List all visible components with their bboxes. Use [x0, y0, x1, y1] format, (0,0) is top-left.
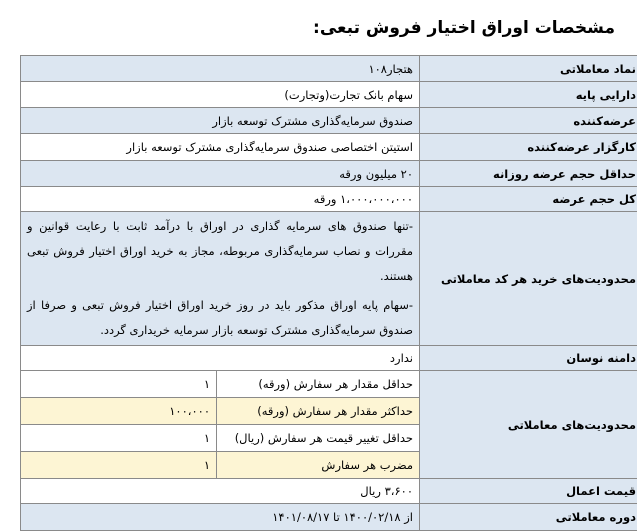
table-row [21, 425, 419, 452]
row-value-fluctuation: ندارد [21, 346, 420, 371]
table-row [21, 346, 637, 371]
limit-value-max-qty: ۱۰۰،۰۰۰ [21, 398, 217, 425]
limit-value-multiple: ۱ [21, 452, 217, 479]
limit-label-max-qty: حداکثر مقدار هر سفارش (ورقه) [217, 398, 420, 425]
restriction-line-1: -تنها صندوق های سرمایه گذاری در اوراق با درآمد ثابت با رعایت قوانین و مقررات و نصاب سرمایه‌گذاری مربوطه، مجاز به خرید اوراق اختیار فروش تبعی هستند. [27, 212, 413, 291]
row-value-broker: استیتن اختصاصی صندوق سرمایه‌گذاری مشترک توسعه بازار [21, 134, 420, 161]
row-label-underlying: دارایی پایه [420, 82, 637, 108]
limit-label-min-qty: حداقل مقدار هر سفارش (ورقه) [217, 371, 420, 398]
table-row [21, 371, 419, 398]
row-value-symbol: هتجار۱۰۸ [21, 56, 420, 82]
row-label-broker: کارگزار عرضه‌کننده [420, 134, 637, 161]
row-label-min-daily: حداقل حجم عرضه روزانه [420, 161, 637, 187]
table-row [21, 371, 637, 479]
row-value-trading-limits [21, 371, 420, 479]
table-row [21, 187, 637, 212]
limit-label-multiple: مضرب هر سفارش [217, 452, 420, 479]
row-value-issuer: صندوق سرمایه‌گذاری مشترک توسعه بازار [21, 108, 420, 134]
table-row [21, 56, 637, 82]
row-value-underlying: سهام بانک تجارت(وتجارت) [21, 82, 420, 108]
table-row [21, 452, 419, 479]
row-value-strike-price: ۳،۶۰۰ ریال [21, 479, 420, 504]
table-row [21, 212, 637, 346]
row-label-trading-period: دوره معاملاتی [420, 504, 637, 531]
row-label-fluctuation: دامنه نوسان [420, 346, 637, 371]
table-row [21, 479, 637, 504]
table-row [21, 161, 637, 187]
limit-value-tick: ۱ [21, 425, 217, 452]
table-row [21, 504, 637, 531]
page-title: مشخصات اوراق اختیار فروش تبعی: [313, 18, 615, 38]
table-row [21, 398, 419, 425]
row-label-symbol: نماد معاملاتی [420, 56, 637, 82]
row-value-trading-period: از ۱۴۰۰/۰۲/۱۸ تا ۱۴۰۱/۰۸/۱۷ [21, 504, 420, 531]
row-label-strike-price: قیمت اعمال [420, 479, 637, 504]
limit-value-min-qty: ۱ [21, 371, 217, 398]
row-label-total-volume: کل حجم عرضه [420, 187, 637, 212]
row-label-trading-limits: محدودیت‌های معاملاتی [420, 371, 637, 479]
row-label-buy-restrictions: محدودیت‌های خرید هر کد معاملاتی [420, 212, 637, 346]
row-value-min-daily: ۲۰ میلیون ورقه [21, 161, 420, 187]
restriction-line-2: -سهام پایه اوراق مذکور باید در روز خرید اوراق اختیار فروش تبعی و صرفا از صندوق سرمایه‌گذاری مشترک توسعه بازار سرمایه خریداری گردد. [27, 291, 413, 345]
trading-limits-table [21, 371, 419, 478]
table-row [21, 134, 637, 161]
row-label-issuer: عرضه‌کننده [420, 108, 637, 134]
row-value-buy-restrictions [21, 212, 420, 346]
row-value-total-volume: ۱،۰۰۰،۰۰۰،۰۰۰ ورقه [21, 187, 420, 212]
table-row [21, 82, 637, 108]
table-row [21, 108, 637, 134]
limit-label-tick: حداقل تغییر قیمت هر سفارش (ریال) [217, 425, 420, 452]
specs-table [20, 55, 637, 531]
